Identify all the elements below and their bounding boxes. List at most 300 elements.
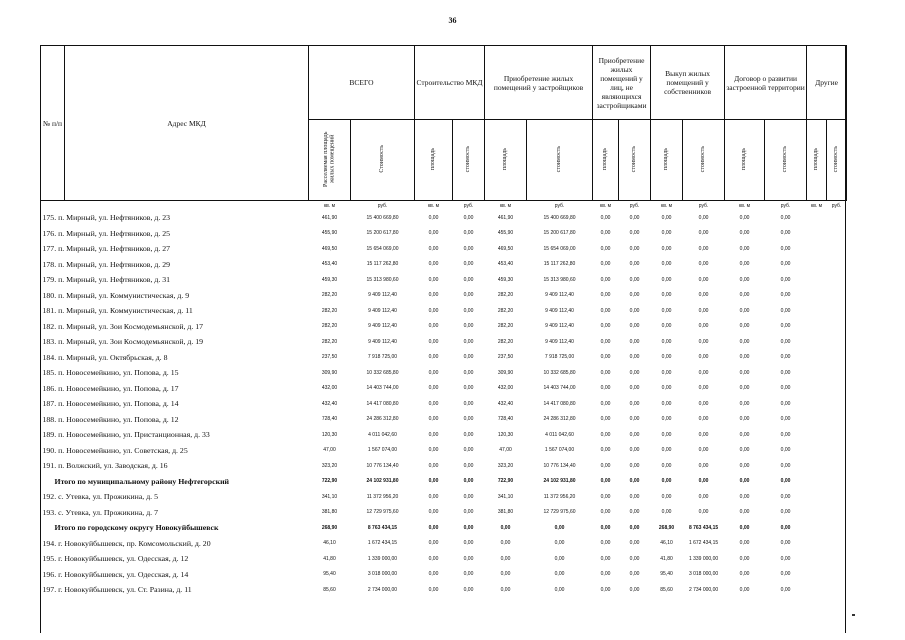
empty-cell [827, 551, 847, 567]
value-cell: 0,00 [428, 431, 439, 438]
row-number: 175. [42, 213, 57, 223]
empty-cell [807, 365, 827, 381]
value-cell: 461,90 [321, 214, 338, 221]
value-cell: 0,00 [661, 245, 672, 252]
page-number: 36 [448, 16, 457, 25]
value-cell: 0,00 [698, 369, 709, 376]
subheader: стоимость [827, 120, 847, 201]
value-cell: 24 102 931,80 [543, 478, 576, 485]
address-cell [41, 257, 309, 273]
value-cell: 24 102 931,80 [366, 478, 399, 485]
table-row [41, 582, 847, 598]
value-cell: 15 200 617,80 [366, 230, 399, 237]
header-group-owner-buyout: Выкуп жилых помещений у собственников [651, 46, 725, 120]
value-cell: 309,90 [321, 369, 338, 376]
value-cell: 0,00 [739, 276, 750, 283]
value-cell: 455,90 [321, 230, 338, 237]
subheader: Стоимость [351, 120, 415, 201]
value-cell: 0,00 [698, 307, 709, 314]
address-text: п. Мирный, ул. Октябрьская, д. 8 [58, 352, 168, 362]
value-cell: 95,40 [323, 571, 336, 578]
empty-cell [827, 396, 847, 412]
value-cell: 120,30 [321, 431, 338, 438]
subheader: площадь [725, 120, 765, 201]
value-cell: 7 918 725,00 [367, 354, 398, 361]
value-cell: 282,20 [497, 338, 514, 345]
value-cell: 459,30 [497, 276, 514, 283]
empty-cell [827, 241, 847, 257]
address-text: с. Утевка, ул. Прожикина, д. 5 [58, 492, 158, 502]
value-cell: 0,00 [463, 338, 474, 345]
value-cell: 9 409 112,40 [368, 323, 397, 330]
empty-cell [827, 474, 847, 490]
value-cell: 3 018 000,00 [688, 571, 719, 578]
value-cell: 0,00 [463, 462, 474, 469]
empty-cell [827, 582, 847, 598]
empty-cell [827, 443, 847, 459]
address-text: п. Мирный, ул. Коммунистическая, д. 11 [58, 306, 193, 316]
address-cell [41, 319, 309, 335]
value-cell: 0,00 [428, 230, 439, 237]
row-number: 182. [42, 321, 57, 331]
value-cell: 0,00 [661, 354, 672, 361]
address-cell [41, 567, 309, 583]
header-num: № п/п [41, 46, 65, 201]
table-row [41, 350, 847, 366]
value-cell: 432,40 [321, 400, 338, 407]
row-number: 177. [42, 244, 57, 254]
empty-cell [827, 365, 847, 381]
address-text: п. Новосемейкино, ул. Советская, д. 25 [58, 445, 188, 455]
scan-speck [852, 614, 855, 616]
value-cell: 0,00 [661, 447, 672, 454]
value-cell: 432,00 [321, 385, 338, 392]
value-cell: 0,00 [463, 571, 474, 578]
table-row [41, 427, 847, 443]
unit-label: кв. м [499, 202, 512, 209]
table-row [41, 567, 847, 583]
value-cell: 0,00 [698, 276, 709, 283]
value-cell: 0,00 [600, 540, 611, 547]
value-cell: 0,00 [698, 385, 709, 392]
empty-cell [827, 427, 847, 443]
value-cell: 0,00 [600, 493, 611, 500]
value-cell: 0,00 [554, 540, 565, 547]
value-cell: 15 313 980,60 [366, 276, 399, 283]
value-cell: 0,00 [463, 524, 474, 531]
address-text: п. Мирный, ул. Нефтяников, д. 25 [58, 228, 171, 238]
subheader: стоимость [683, 120, 725, 201]
address-text: п. Мирный, ул. Нефтяников, д. 29 [58, 259, 171, 269]
value-cell: 0,00 [629, 369, 640, 376]
unit-label: руб. [377, 202, 388, 209]
empty-cell [807, 334, 827, 350]
subheader: площадь [415, 120, 453, 201]
value-cell: 0,00 [600, 586, 611, 593]
value-cell: 0,00 [780, 230, 791, 237]
row-number: 187. [42, 399, 57, 409]
value-cell: 0,00 [428, 338, 439, 345]
value-cell: 0,00 [463, 245, 474, 252]
empty-cell [807, 458, 827, 474]
value-cell: 0,00 [463, 540, 474, 547]
value-cell: 0,00 [780, 338, 791, 345]
empty-cell [827, 272, 847, 288]
value-cell: 0,00 [600, 524, 611, 531]
value-cell: 0,00 [500, 586, 511, 593]
value-cell: 0,00 [629, 555, 640, 562]
value-cell: 0,00 [739, 524, 750, 531]
value-cell: 722,90 [497, 478, 514, 485]
value-cell: 0,00 [629, 354, 640, 361]
value-cell: 0,00 [780, 416, 791, 423]
row-number: 176. [42, 228, 57, 238]
address-cell [41, 241, 309, 257]
address-text: п. Новосемейкино, ул. Попова, д. 14 [58, 399, 179, 409]
value-cell: 0,00 [629, 276, 640, 283]
row-number: 195. [42, 554, 57, 564]
table-row [41, 226, 847, 242]
value-cell: 0,00 [739, 369, 750, 376]
subheader: площадь [593, 120, 619, 201]
value-cell: 0,00 [739, 323, 750, 330]
value-cell: 0,00 [739, 555, 750, 562]
empty-cell [827, 319, 847, 335]
table-row [41, 458, 847, 474]
value-cell: 0,00 [629, 431, 640, 438]
value-cell: 0,00 [428, 261, 439, 268]
table-row [41, 288, 847, 304]
value-cell: 0,00 [463, 509, 474, 516]
value-cell: 120,30 [497, 431, 514, 438]
address-cell [41, 350, 309, 366]
value-cell: 0,00 [600, 245, 611, 252]
value-cell: 0,00 [739, 338, 750, 345]
value-cell: 0,00 [463, 385, 474, 392]
value-cell: 0,00 [661, 214, 672, 221]
value-cell: 0,00 [780, 400, 791, 407]
value-cell: 0,00 [428, 524, 439, 531]
value-cell: 0,00 [780, 555, 791, 562]
value-cell: 0,00 [780, 292, 791, 299]
empty-cell [807, 536, 827, 552]
address-cell [41, 303, 309, 319]
empty-cell [807, 319, 827, 335]
address-text: п. Мирный, ул. Зои Космодемьянской, д. 17 [58, 321, 204, 331]
value-cell: 381,80 [497, 509, 514, 516]
value-cell: 0,00 [780, 478, 791, 485]
value-cell: 0,00 [600, 323, 611, 330]
value-cell: 0,00 [698, 292, 709, 299]
row-number: 192. [42, 492, 57, 502]
table-body [41, 201, 847, 598]
value-cell: 0,00 [600, 447, 611, 454]
value-cell: 0,00 [500, 555, 511, 562]
value-cell: 282,20 [321, 323, 338, 330]
value-cell: 11 372 956,20 [366, 493, 399, 500]
value-cell: 0,00 [629, 323, 640, 330]
table-row [41, 396, 847, 412]
value-cell: 0,00 [661, 261, 672, 268]
value-cell: 9 409 112,40 [545, 338, 574, 345]
value-cell: 85,60 [323, 586, 336, 593]
address-text: п. Новосемейкино, ул. Пристанционная, д. 33 [58, 430, 210, 440]
address-cell [41, 505, 309, 521]
value-cell: 0,00 [698, 230, 709, 237]
unit-label: руб. [698, 202, 709, 209]
value-cell: 0,00 [698, 214, 709, 221]
value-cell: 0,00 [428, 354, 439, 361]
value-cell: 0,00 [661, 493, 672, 500]
row-number: 189. [42, 430, 57, 440]
value-cell: 0,00 [428, 509, 439, 516]
subheader: площадь [485, 120, 527, 201]
value-cell: 0,00 [698, 245, 709, 252]
value-cell: 0,00 [428, 586, 439, 593]
value-cell: 46,10 [323, 540, 336, 547]
value-cell: 453,40 [497, 261, 514, 268]
empty-cell [827, 210, 847, 226]
value-cell: 0,00 [629, 307, 640, 314]
value-cell: 0,00 [739, 400, 750, 407]
value-cell: 323,20 [497, 462, 514, 469]
value-cell: 0,00 [780, 447, 791, 454]
value-cell: 0,00 [600, 385, 611, 392]
value-cell: 453,40 [321, 261, 338, 268]
value-cell: 469,50 [497, 245, 514, 252]
value-cell: 0,00 [600, 292, 611, 299]
subheader: стоимость [765, 120, 807, 201]
subheader: Расселяемая площадь жилых помещений [309, 120, 351, 201]
value-cell: 461,90 [497, 214, 514, 221]
value-cell: 0,00 [661, 230, 672, 237]
value-cell: 0,00 [739, 354, 750, 361]
row-number: 181. [42, 306, 57, 316]
address-cell [41, 210, 309, 226]
row-number: 191. [42, 461, 57, 471]
value-cell: 14 417 080,80 [543, 400, 576, 407]
empty-cell [827, 412, 847, 428]
value-cell: 0,00 [661, 338, 672, 345]
value-cell: 1 339 000,00 [688, 555, 719, 562]
value-cell: 0,00 [554, 571, 565, 578]
table-row [41, 319, 847, 335]
address-cell [41, 536, 309, 552]
value-cell: 15 400 669,80 [543, 214, 576, 221]
empty-cell [807, 505, 827, 521]
value-cell: 0,00 [661, 509, 672, 516]
unit-label: кв. м [811, 202, 823, 209]
value-cell: 0,00 [698, 509, 709, 516]
header-group-other: Другие [807, 46, 847, 120]
value-cell: 237,50 [321, 354, 338, 361]
value-cell: 47,00 [499, 447, 512, 454]
value-cell: 9 409 112,40 [368, 338, 397, 345]
value-cell: 0,00 [698, 493, 709, 500]
value-cell: 0,00 [698, 478, 709, 485]
address-cell [41, 365, 309, 381]
value-cell: 10 776 134,40 [543, 462, 576, 469]
value-cell: 0,00 [780, 571, 791, 578]
value-cell: 8 763 434,15 [688, 524, 719, 531]
value-cell: 10 332 685,80 [543, 369, 576, 376]
total-label: Итого по городскому округу Новокуйбышевск [54, 523, 219, 533]
value-cell: 0,00 [780, 214, 791, 221]
row-number: 197. [42, 585, 57, 595]
value-cell: 0,00 [780, 261, 791, 268]
empty-cell [807, 489, 827, 505]
address-text: п. Мирный, ул. Нефтяников, д. 23 [58, 213, 171, 223]
value-cell: 0,00 [600, 338, 611, 345]
empty-cell [827, 458, 847, 474]
table-row [41, 443, 847, 459]
value-cell: 0,00 [661, 307, 672, 314]
value-cell: 268,90 [658, 524, 675, 531]
unit-label: руб. [463, 202, 474, 209]
value-cell: 0,00 [780, 307, 791, 314]
value-cell: 1 672 434,15 [688, 540, 719, 547]
table-row [41, 505, 847, 521]
value-cell: 309,90 [497, 369, 514, 376]
value-cell: 9 409 112,40 [545, 307, 574, 314]
value-cell: 728,40 [497, 416, 514, 423]
value-cell: 15 313 980,60 [543, 276, 576, 283]
value-cell: 0,00 [554, 524, 565, 531]
address-text: п. Мирный, ул. Нефтяников, д. 31 [58, 275, 171, 285]
value-cell: 10 332 685,80 [366, 369, 399, 376]
value-cell: 0,00 [463, 276, 474, 283]
empty-cell [807, 567, 827, 583]
value-cell: 0,00 [661, 369, 672, 376]
unit-label: руб. [780, 202, 791, 209]
address-cell [41, 412, 309, 428]
value-cell: 0,00 [739, 586, 750, 593]
value-cell: 728,40 [321, 416, 338, 423]
value-cell: 0,00 [661, 323, 672, 330]
value-cell: 0,00 [463, 307, 474, 314]
value-cell: 0,00 [428, 385, 439, 392]
address-cell [41, 427, 309, 443]
value-cell: 0,00 [600, 369, 611, 376]
value-cell: 0,00 [629, 245, 640, 252]
address-cell [41, 272, 309, 288]
table-row [41, 334, 847, 350]
value-cell: 0,00 [698, 431, 709, 438]
value-cell: 0,00 [629, 292, 640, 299]
address-cell [41, 443, 309, 459]
value-cell: 0,00 [428, 447, 439, 454]
empty-cell [807, 443, 827, 459]
empty-cell [827, 381, 847, 397]
value-cell: 14 403 744,00 [543, 385, 576, 392]
value-cell: 0,00 [600, 230, 611, 237]
value-cell: 0,00 [629, 586, 640, 593]
empty-cell [807, 427, 827, 443]
value-cell: 0,00 [463, 555, 474, 562]
value-cell: 12 729 975,60 [543, 509, 576, 516]
address-text: п. Волжский, ул. Заводская, д. 16 [58, 461, 168, 471]
value-cell: 0,00 [739, 540, 750, 547]
address-cell [41, 458, 309, 474]
value-cell: 4 011 042,60 [545, 431, 574, 438]
value-cell: 0,00 [739, 416, 750, 423]
value-cell: 0,00 [780, 385, 791, 392]
empty-cell [807, 412, 827, 428]
row-number: 185. [42, 368, 57, 378]
value-cell: 2 734 000,00 [367, 586, 398, 593]
value-cell: 0,00 [698, 416, 709, 423]
value-cell: 0,00 [463, 478, 474, 485]
value-cell: 0,00 [780, 323, 791, 330]
empty-cell [807, 350, 827, 366]
value-cell: 9 409 112,40 [545, 292, 574, 299]
value-cell: 0,00 [463, 230, 474, 237]
value-cell: 0,00 [629, 493, 640, 500]
value-cell: 0,00 [629, 509, 640, 516]
value-cell: 282,20 [321, 292, 338, 299]
address-cell [41, 582, 309, 598]
empty-cell [827, 489, 847, 505]
value-cell: 0,00 [780, 493, 791, 500]
empty-cell [807, 551, 827, 567]
unit-label: кв. м [323, 202, 336, 209]
value-cell: 0,00 [463, 416, 474, 423]
value-cell: 85,60 [660, 586, 673, 593]
value-cell: 1 339 000,00 [367, 555, 398, 562]
value-cell: 0,00 [739, 493, 750, 500]
value-cell: 12 729 975,60 [366, 509, 399, 516]
value-cell: 0,00 [463, 354, 474, 361]
value-cell: 0,00 [739, 385, 750, 392]
value-cell: 0,00 [739, 214, 750, 221]
value-cell: 0,00 [600, 261, 611, 268]
value-cell: 0,00 [780, 524, 791, 531]
value-cell: 0,00 [739, 230, 750, 237]
row-number: 184. [42, 352, 57, 362]
value-cell: 0,00 [600, 354, 611, 361]
value-cell: 722,90 [321, 478, 338, 485]
value-cell: 0,00 [739, 478, 750, 485]
address-text: п. Мирный, ул. Коммунистическая, д. 9 [58, 290, 190, 300]
header-group-developer-purchase: Приобретение жилых помещений у застройщиков [485, 46, 593, 120]
value-cell: 0,00 [739, 245, 750, 252]
value-cell: 282,20 [497, 292, 514, 299]
value-cell: 2 734 000,00 [688, 586, 719, 593]
row-number: 193. [42, 507, 57, 517]
value-cell: 0,00 [698, 447, 709, 454]
value-cell: 14 417 080,80 [366, 400, 399, 407]
value-cell: 0,00 [698, 462, 709, 469]
value-cell: 0,00 [780, 540, 791, 547]
empty-cell [807, 272, 827, 288]
value-cell: 0,00 [600, 509, 611, 516]
subheader: площадь [807, 120, 827, 201]
value-cell: 282,20 [497, 307, 514, 314]
value-cell: 282,20 [321, 338, 338, 345]
value-cell: 0,00 [629, 338, 640, 345]
value-cell: 0,00 [600, 478, 611, 485]
value-cell: 0,00 [600, 307, 611, 314]
address-text: п. Мирный, ул. Нефтяников, д. 27 [58, 244, 171, 254]
empty-cell [807, 582, 827, 598]
value-cell: 282,20 [321, 307, 338, 314]
value-cell: 47,00 [323, 447, 336, 454]
value-cell: 0,00 [428, 462, 439, 469]
value-cell: 0,00 [661, 400, 672, 407]
value-cell: 24 286 312,80 [543, 416, 576, 423]
row-number: 186. [42, 383, 57, 393]
value-cell: 0,00 [739, 431, 750, 438]
